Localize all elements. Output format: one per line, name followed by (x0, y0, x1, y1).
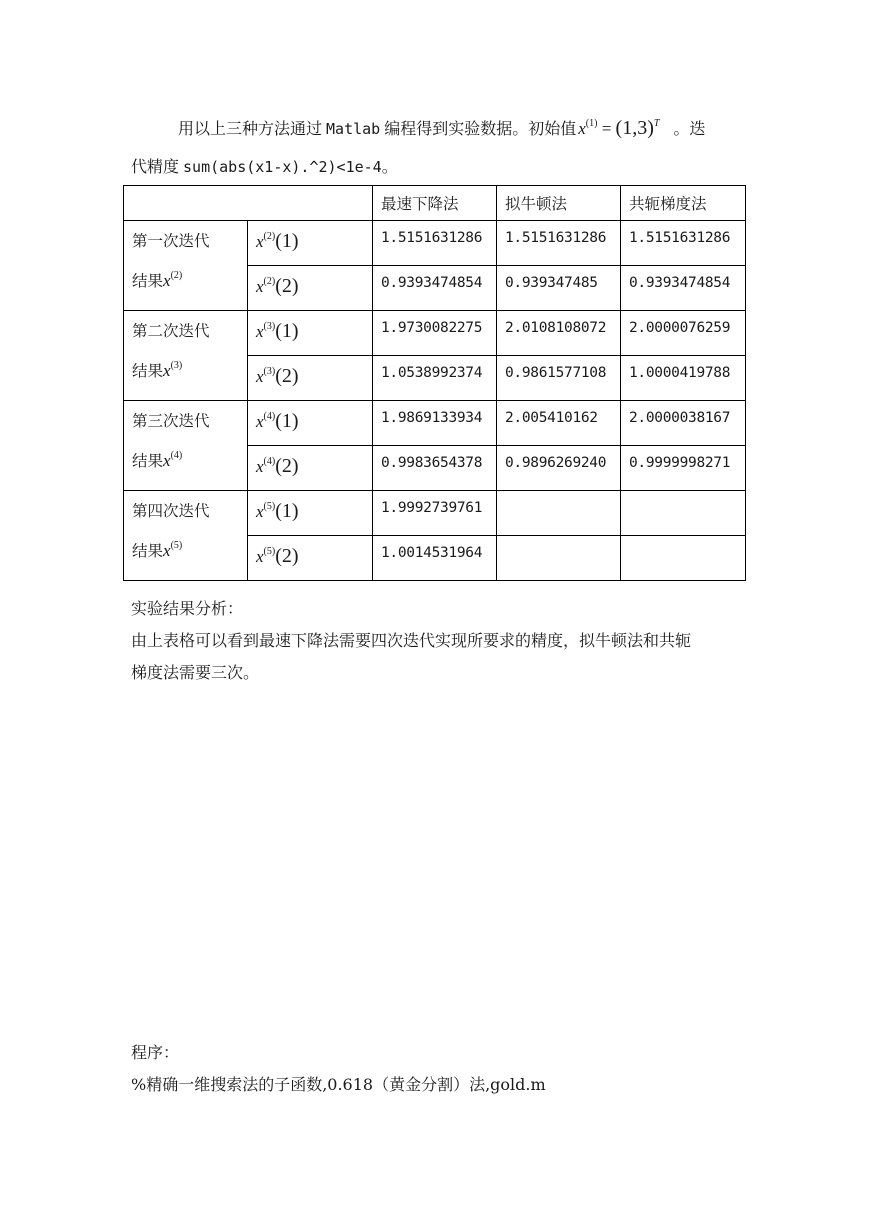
value-cell (621, 536, 746, 581)
value-cell: 1.9869133934 (373, 401, 497, 446)
component-cell: $x^{(2)}(1)$ (248, 221, 373, 266)
iteration-label: 第三次迭代 (132, 412, 210, 430)
component-cell: $x^{(3)}(1)$ (248, 311, 373, 356)
intro-text: 用以上三种方法通过 (178, 119, 323, 138)
value-cell: 1.0014531964 (373, 536, 497, 581)
iteration-label: 第四次迭代 (132, 502, 210, 520)
analysis-line-1: 由上表格可以看到最速下降法需要四次迭代实现所要求的精度，拟牛顿法和共轭 (131, 631, 692, 650)
value-cell: 0.939347485 (497, 266, 621, 311)
iteration-result-label: 结果$x^{(5)}$ (132, 540, 183, 560)
header-quasi-newton: 拟牛顿法 (497, 186, 621, 221)
component-cell: $x^{(5)}(1)$ (248, 491, 373, 536)
program-heading: 程序： (131, 1043, 180, 1062)
intro-line-2 (131, 156, 398, 178)
intro-text: 编程得到实验数据。初始值 (384, 119, 577, 138)
iteration-label-cell (124, 401, 248, 491)
value-cell: 1.0000419788 (621, 356, 746, 401)
table-header-row (124, 186, 746, 221)
iterate-symbol: $x^{(2)}$ (163, 270, 183, 290)
intro-line-1 (178, 117, 705, 140)
iteration-label: 第二次迭代 (132, 322, 210, 340)
iteration-label-cell (124, 491, 248, 581)
iteration-label-cell (124, 221, 248, 311)
component-cell: $x^{(5)}(2)$ (248, 536, 373, 581)
iteration-result-label: 结果$x^{(2)}$ (132, 270, 183, 290)
value-cell: 0.9861577108 (497, 356, 621, 401)
iteration-label: 第一次迭代 (132, 232, 210, 250)
value-cell: 1.9730082275 (373, 311, 497, 356)
value-cell (497, 491, 621, 536)
intro-text: 。迭 (673, 119, 706, 138)
precision-code: sum(abs(x1-x).^2)<1e-4 (183, 158, 382, 176)
initial-value-formula: $x^{(1)} = (1,3)^T$ (578, 117, 660, 139)
component-cell: $x^{(2)}(2)$ (248, 266, 373, 311)
value-cell: 2.0000038167 (621, 401, 746, 446)
value-cell: 1.9992739761 (373, 491, 497, 536)
value-cell: 2.005410162 (497, 401, 621, 446)
analysis-heading: 实验结果分析： (131, 599, 244, 618)
program-comment: %精确一维搜索法的子函数,0.618（黄金分割）法,gold.m (131, 1075, 546, 1094)
value-cell (621, 491, 746, 536)
value-cell: 0.9983654378 (373, 446, 497, 491)
component-cell: $x^{(4)}(2)$ (248, 446, 373, 491)
iteration-result-label: 结果$x^{(4)}$ (132, 450, 183, 470)
value-cell: 2.0000076259 (621, 311, 746, 356)
results-table (123, 185, 746, 581)
iterate-symbol: $x^{(4)}$ (163, 450, 183, 470)
value-cell: 0.9393474854 (621, 266, 746, 311)
iteration-label-cell (124, 311, 248, 401)
table-row (124, 311, 746, 356)
value-cell (497, 536, 621, 581)
value-cell: 0.9896269240 (497, 446, 621, 491)
table-row (124, 221, 746, 266)
analysis-line-2: 梯度法需要三次。 (131, 663, 260, 682)
component-cell: $x^{(3)}(2)$ (248, 356, 373, 401)
header-conjugate-gradient: 共轭梯度法 (621, 186, 746, 221)
value-cell: 0.9393474854 (373, 266, 497, 311)
value-cell: 1.5151631286 (497, 221, 621, 266)
table-row (124, 491, 746, 536)
component-cell: $x^{(4)}(1)$ (248, 401, 373, 446)
intro-text: 代精度 (131, 157, 180, 176)
value-cell: 1.5151631286 (373, 221, 497, 266)
iterate-symbol: $x^{(5)}$ (163, 540, 183, 560)
iterate-symbol: $x^{(3)}$ (163, 360, 183, 380)
value-cell: 1.5151631286 (621, 221, 746, 266)
header-empty-cell (124, 186, 373, 221)
value-cell: 2.0108108072 (497, 311, 621, 356)
matlab-word: Matlab (326, 120, 381, 138)
table-row (124, 401, 746, 446)
header-steepest-descent: 最速下降法 (373, 186, 497, 221)
value-cell: 1.0538992374 (373, 356, 497, 401)
iteration-result-label: 结果$x^{(3)}$ (132, 360, 183, 380)
intro-text: 。 (381, 157, 398, 176)
value-cell: 0.9999998271 (621, 446, 746, 491)
